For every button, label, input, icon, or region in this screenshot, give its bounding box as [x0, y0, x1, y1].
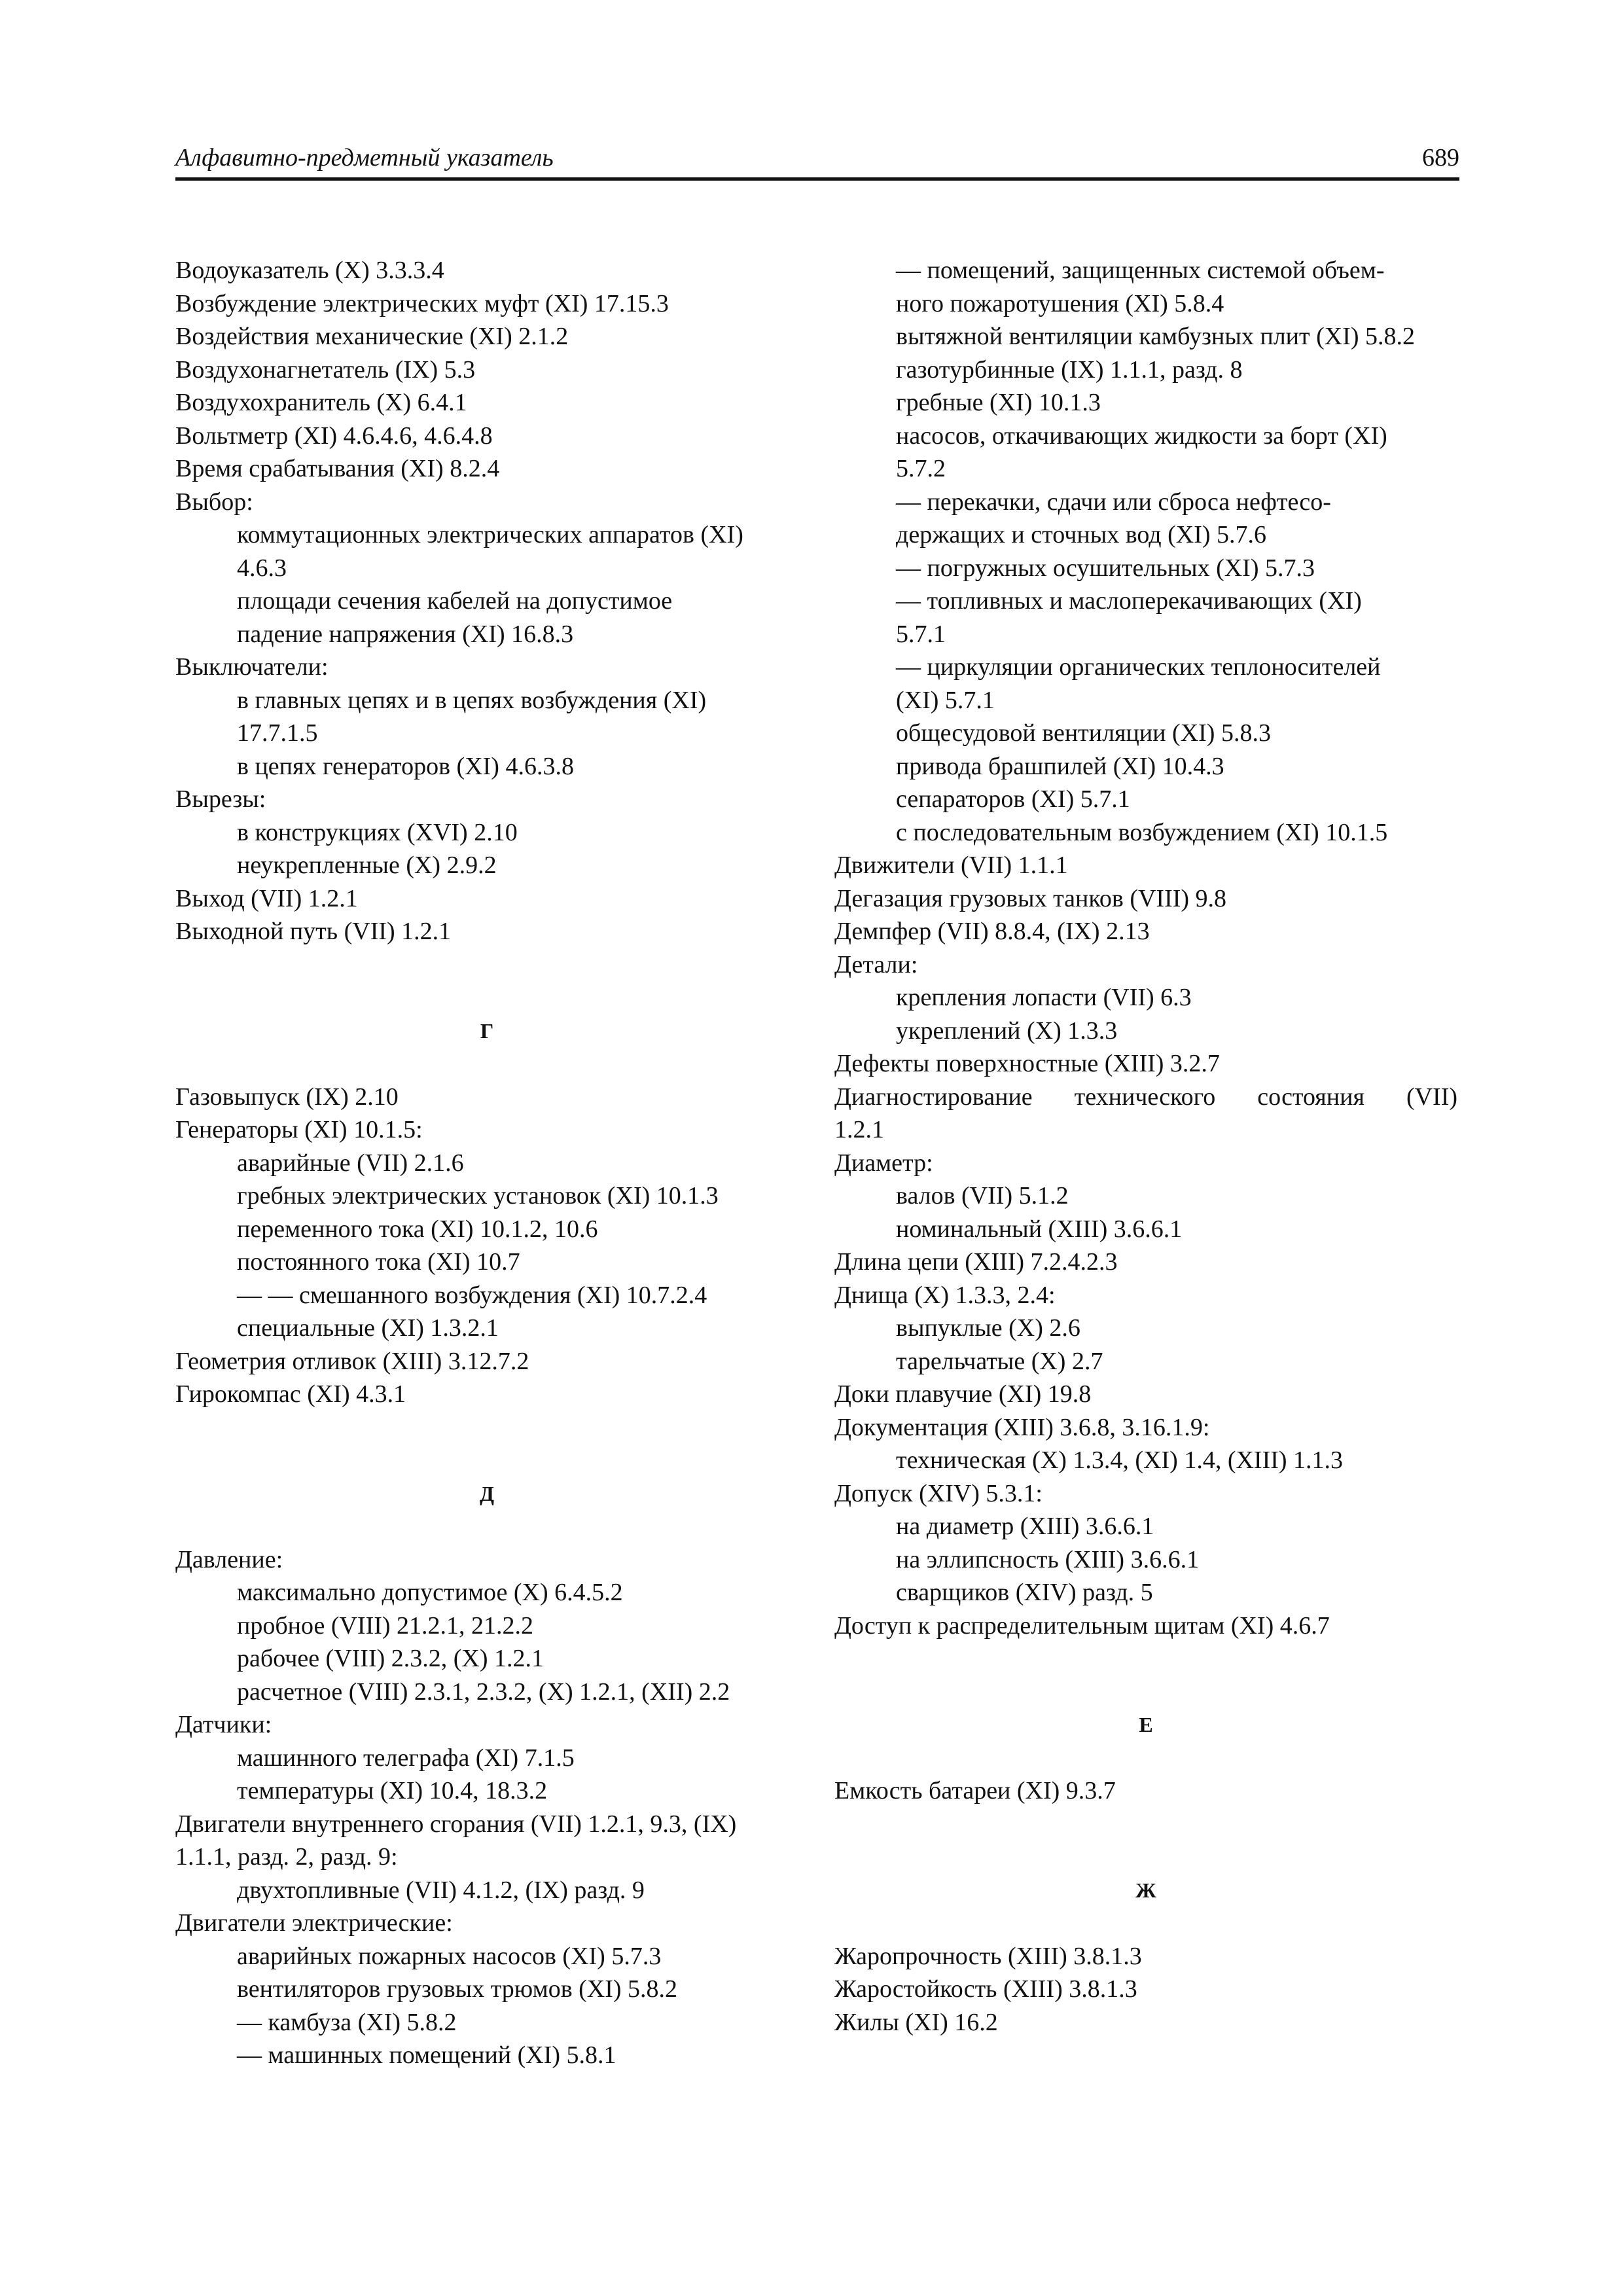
index-subentry: выпуклые (X) 2.6: [896, 1314, 1080, 1342]
index-entry: Диаметр:: [834, 1149, 933, 1177]
index-subentry: — топливных и маслоперекачивающих (XI): [896, 587, 1362, 615]
index-subentry: двухтопливные (VII) 4.1.2, (IX) разд. 9: [237, 1876, 645, 1904]
spacer: [175, 981, 798, 1014]
index-subentry: максимально допустимое (X) 6.4.5.2: [237, 1579, 623, 1606]
index-subentry: (XI) 5.7.1: [896, 686, 995, 714]
index-subentry: валов (VII) 5.1.2: [896, 1182, 1069, 1210]
index-subentry: 5.7.2: [896, 455, 946, 482]
index-entry: Движители (VII) 1.1.1: [834, 852, 1068, 879]
index-entry: Доки плавучие (XI) 19.8: [834, 1380, 1092, 1408]
index-subentry: — погружных осушительных (XI) 5.7.3: [896, 554, 1315, 582]
index-entry: Детали:: [834, 950, 918, 978]
index-subentry: 4.6.3: [237, 554, 287, 582]
index-entry: Вольтметр (XI) 4.6.4.6, 4.6.4.8: [175, 422, 493, 450]
running-header: [175, 141, 1459, 181]
spacer: [175, 948, 798, 982]
spacer: [175, 1411, 798, 1444]
index-entry: Жилы (XI) 16.2: [834, 2008, 998, 2036]
index-column-right: [834, 254, 1457, 2039]
index-subentry: аварийные (VII) 2.1.6: [237, 1149, 464, 1177]
running-title: Алфавитно-предметный указатель: [175, 144, 554, 171]
index-subentry: — машинных помещений (XI) 5.8.1: [237, 2041, 616, 2069]
index-entry: Дегазация грузовых танков (VIII) 9.8: [834, 884, 1227, 912]
index-entry: Днища (X) 1.3.3, 2.4:: [834, 1281, 1056, 1309]
index-subentry: пробное (VIII) 21.2.1, 21.2.2: [237, 1611, 534, 1640]
section-letter: Е: [1139, 1713, 1153, 1736]
index-subentry: — циркуляции органических теплоносителей: [896, 653, 1381, 681]
index-entry: Время срабатывания (XI) 8.2.4: [175, 455, 500, 482]
index-subentry: вытяжной вентиляции камбузных плит (XI) 5.8.2: [896, 323, 1416, 350]
index-entry: Длина цепи (XIII) 7.2.4.2.3: [834, 1248, 1118, 1276]
index-entry: Двигатели электрические:: [175, 1909, 453, 1937]
index-entry: Гирокомпас (XI) 4.3.1: [175, 1380, 406, 1408]
index-entry: 1.1.1, разд. 2, разд. 9:: [175, 1843, 398, 1871]
spacer: [834, 1642, 1457, 1676]
index-subentry: гребные (XI) 10.1.3: [896, 389, 1101, 416]
index-subentry: ного пожаротушения (XI) 5.8.4: [896, 289, 1224, 317]
index-subentry: специальные (XI) 1.3.2.1: [237, 1314, 499, 1342]
index-subentry: сепараторов (XI) 5.7.1: [896, 785, 1130, 813]
section-letter: Д: [479, 1481, 494, 1505]
index-subentry: вентиляторов грузовых трюмов (XI) 5.8.2: [237, 1975, 678, 2003]
index-subentry: постоянного тока (XI) 10.7: [237, 1248, 520, 1276]
index-subentry: тарельчатые (X) 2.7: [896, 1347, 1103, 1375]
index-entry: Геометрия отливок (XIII) 3.12.7.2: [175, 1347, 529, 1375]
index-entry: Газовыпуск (IX) 2.10: [175, 1083, 399, 1111]
spacer: [175, 1510, 798, 1543]
index-entry: Генераторы (XI) 10.1.5:: [175, 1116, 423, 1143]
spacer: [834, 1907, 1457, 1940]
index-entry: Воздухохранитель (X) 6.4.1: [175, 389, 467, 416]
index-subentry: — помещений, защищенных системой объем-: [896, 257, 1385, 284]
spacer: [834, 1742, 1457, 1775]
index-entry: Воздействия механические (XI) 2.1.2: [175, 323, 569, 350]
spacer: [834, 1808, 1457, 1841]
index-entry: Доступ к распределительным щитам (XI) 4.6.7: [834, 1611, 1330, 1640]
index-subentry: держащих и сточных вод (XI) 5.7.6: [896, 521, 1267, 548]
index-subentry: в главных цепях и в цепях возбуждения (XI): [237, 686, 707, 714]
spacer: [175, 1444, 798, 1477]
index-subentry: аварийных пожарных насосов (XI) 5.7.3: [237, 1942, 662, 1970]
index-entry: Жаропрочность (XIII) 3.8.1.3: [834, 1942, 1142, 1970]
index-subentry: в конструкциях (XVI) 2.10: [237, 818, 518, 846]
index-entry: Документация (XIII) 3.6.8, 3.16.1.9:: [834, 1413, 1210, 1441]
section-letter: Г: [480, 1018, 494, 1043]
spacer: [834, 1840, 1457, 1874]
index-subentry: падение напряжения (XI) 16.8.3: [237, 620, 574, 648]
spacer: [175, 1047, 798, 1081]
index-entry: Емкость батареи (XI) 9.3.7: [834, 1777, 1116, 1804]
index-entry: Диагностирование технического состояния (VII): [834, 1083, 1457, 1111]
index-entry: Выход (VII) 1.2.1: [175, 884, 358, 912]
index-entry: Выключатели:: [175, 653, 329, 681]
index-subentry: рабочее (VIII) 2.3.2, (X) 1.2.1: [237, 1645, 544, 1672]
index-column-left: [175, 254, 798, 2072]
index-subentry: — перекачки, сдачи или сброса нефтесо-: [896, 488, 1331, 516]
index-subentry: на эллипсность (XIII) 3.6.6.1: [896, 1545, 1200, 1573]
index-subentry: расчетное (VIII) 2.3.1, 2.3.2, (X) 1.2.1, (XII) 2.2: [237, 1677, 730, 1706]
index-subentry: сварщиков (XIV) разд. 5: [896, 1579, 1153, 1606]
index-subentry: укреплений (X) 1.3.3: [896, 1016, 1118, 1045]
index-subentry: температуры (XI) 10.4, 18.3.2: [237, 1777, 548, 1804]
index-subentry: — — смешанного возбуждения (XI) 10.7.2.4: [237, 1281, 707, 1309]
index-subentry: машинного телеграфа (XI) 7.1.5: [237, 1744, 575, 1772]
index-subentry: номинальный (XIII) 3.6.6.1: [896, 1215, 1183, 1243]
index-subentry: насосов, откачивающих жидкости за борт (XI): [896, 422, 1387, 450]
section-letter: Ж: [1135, 1878, 1156, 1902]
index-subentry: на диаметр (XIII) 3.6.6.1: [896, 1513, 1154, 1540]
index-entry: Выбор:: [175, 488, 253, 516]
index-subentry: неукрепленные (X) 2.9.2: [237, 852, 497, 879]
index-subentry: переменного тока (XI) 10.1.2, 10.6: [237, 1215, 598, 1243]
index-entry: Воздухонагнетатель (IX) 5.3: [175, 355, 476, 384]
index-entry: Вырезы:: [175, 785, 266, 813]
index-entry: Датчики:: [175, 1711, 272, 1738]
index-subentry: с последовательным возбуждением (XI) 10.1.5: [896, 818, 1388, 846]
index-subentry: 5.7.1: [896, 620, 946, 648]
index-subentry: 17.7.1.5: [237, 719, 318, 747]
index-subentry: площади сечения кабелей на допустимое: [237, 587, 673, 615]
index-subentry: коммутационных электрических аппаратов (XI): [237, 521, 743, 548]
index-entry: Давление:: [175, 1545, 283, 1573]
index-entry: Жаростойкость (XIII) 3.8.1.3: [834, 1975, 1137, 2003]
index-entry: Допуск (XIV) 5.3.1:: [834, 1479, 1043, 1507]
index-entry: Двигатели внутреннего сгорания (VII) 1.2.1, 9.3, (IX): [175, 1810, 737, 1838]
index-entry: Дефекты поверхностные (XIII) 3.2.7: [834, 1050, 1220, 1077]
index-subentry: газотурбинные (IX) 1.1.1, разд. 8: [896, 355, 1243, 384]
page-number: 689: [1422, 144, 1459, 171]
index-entry: Водоуказатель (X) 3.3.3.4: [175, 257, 444, 284]
index-entry: Демпфер (VII) 8.8.4, (IX) 2.13: [834, 918, 1150, 945]
index-entry: Выходной путь (VII) 1.2.1: [175, 918, 452, 945]
index-subentry: привода брашпилей (XI) 10.4.3: [896, 752, 1224, 780]
index-subentry: в цепях генераторов (XI) 4.6.3.8: [237, 752, 574, 780]
index-subentry: техническая (X) 1.3.4, (XI) 1.4, (XIII) 1.1.3: [896, 1446, 1344, 1474]
index-subentry: — камбуза (XI) 5.8.2: [237, 2008, 457, 2036]
index-entry: 1.2.1: [834, 1116, 884, 1143]
index-subentry: общесудовой вентиляции (XI) 5.8.3: [896, 719, 1271, 747]
index-subentry: гребных электрических установок (XI) 10.1.3: [237, 1182, 719, 1210]
spacer: [834, 1676, 1457, 1709]
index-entry: Возбуждение электрических муфт (XI) 17.15.3: [175, 289, 669, 317]
index-subentry: крепления лопасти (VII) 6.3: [896, 984, 1192, 1011]
